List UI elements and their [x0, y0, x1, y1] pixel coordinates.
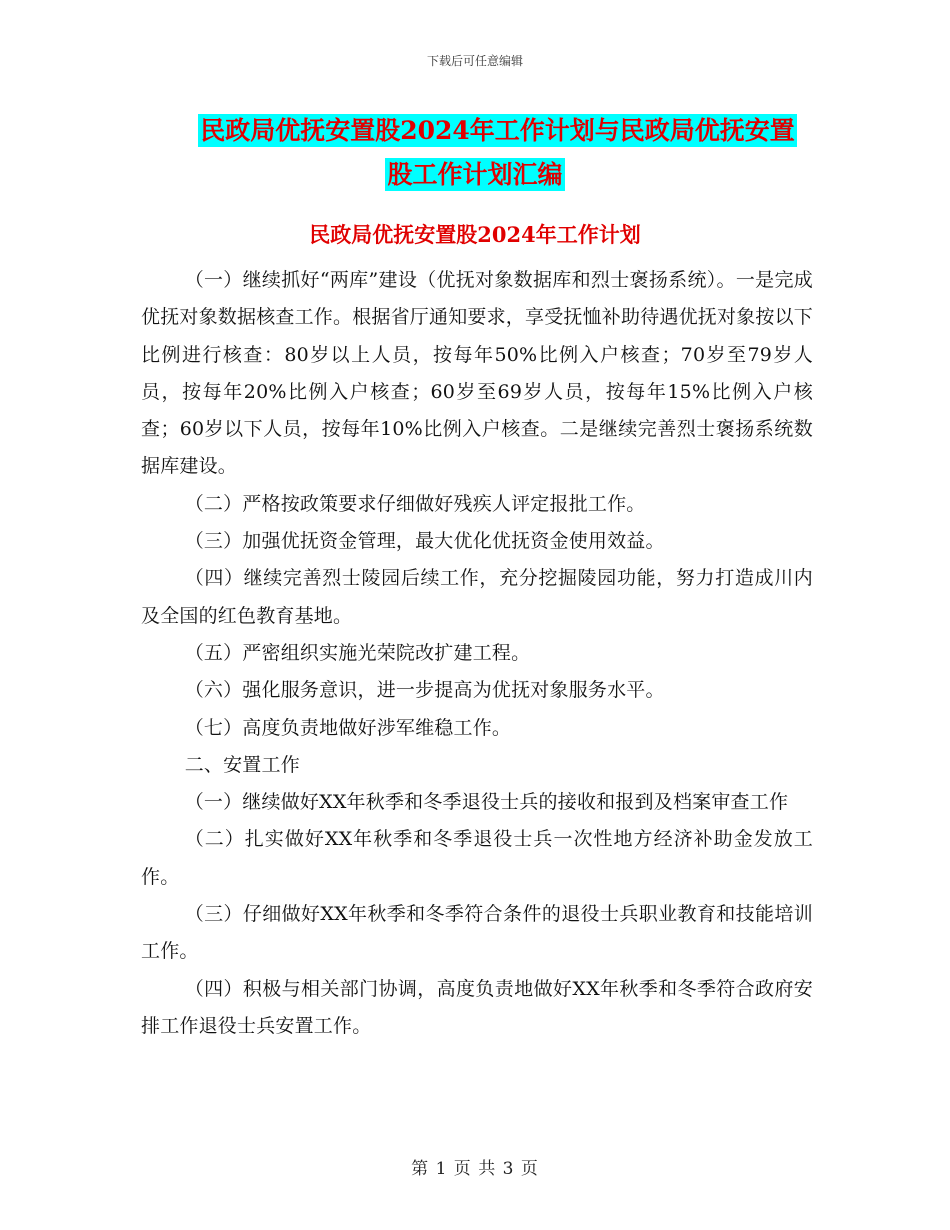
paragraph: （二）扎实做好XX年秋季和冬季退役士兵一次性地方经济补助金发放工作。 — [141, 828, 813, 888]
paragraph: （三）仔细做好XX年秋季和冬季符合条件的退役士兵职业教育和技能培训工作。 — [141, 903, 813, 963]
document-title-text-1: 民政局优抚安置股2024年工作计划与民政局优抚安置 — [200, 116, 795, 145]
page-footer: 第 1 页 共 3 页 — [411, 1159, 539, 1179]
document-title-line-1 — [0, 108, 950, 154]
paragraph: （三）加强优抚资金管理，最大优化优抚资金使用效益。 — [184, 530, 665, 553]
document-title-line-2 — [0, 152, 950, 198]
paragraph: （五）严密组织实施光荣院改扩建工程。 — [184, 641, 531, 664]
document-title-text-2: 股工作计划汇编 — [387, 160, 563, 189]
paragraph: （四）继续完善烈士陵园后续工作，充分挖掘陵园功能，努力打造成川内及全国的红色教育基地。 — [141, 567, 813, 627]
paragraph: （七）高度负责地做好涉军维稳工作。 — [184, 716, 512, 739]
subsection-heading: 二、安置工作 — [184, 753, 300, 776]
paragraph: （六）强化服务意识，进一步提高为优抚对象服务水平。 — [184, 679, 665, 702]
header-note: 下载后可任意编辑 — [426, 54, 523, 68]
paragraph: （二）严格按政策要求仔细做好残疾人评定报批工作。 — [184, 492, 646, 515]
section-title: 民政局优抚安置股2024年工作计划 — [309, 222, 641, 247]
paragraph: （一）继续抓好“两库”建设（优抚对象数据库和烈士褒扬系统）。一是完成优抚对象数据核查工作。根据省厅通知要求，享受抚恤补助待遇优抚对象按以下比例进行核查：80岁以上人员，按每年50%比例入户核查；70岁至79岁人员，按每年20%比例入户核查；60岁至69岁人员，按每年15%比例入户核查；60岁以下人员，按每年10%比例入户核查。二是继续完善烈士褒扬系统数据库建设。 — [141, 269, 814, 478]
paragraph: （一）继续做好XX年秋季和冬季退役士兵的接收和报到及档案审查工作 — [184, 791, 789, 814]
paragraph: （四）积极与相关部门协调，高度负责地做好XX年秋季和冬季符合政府安排工作退役士兵安置工作。 — [141, 977, 813, 1037]
document-body — [141, 262, 813, 1045]
